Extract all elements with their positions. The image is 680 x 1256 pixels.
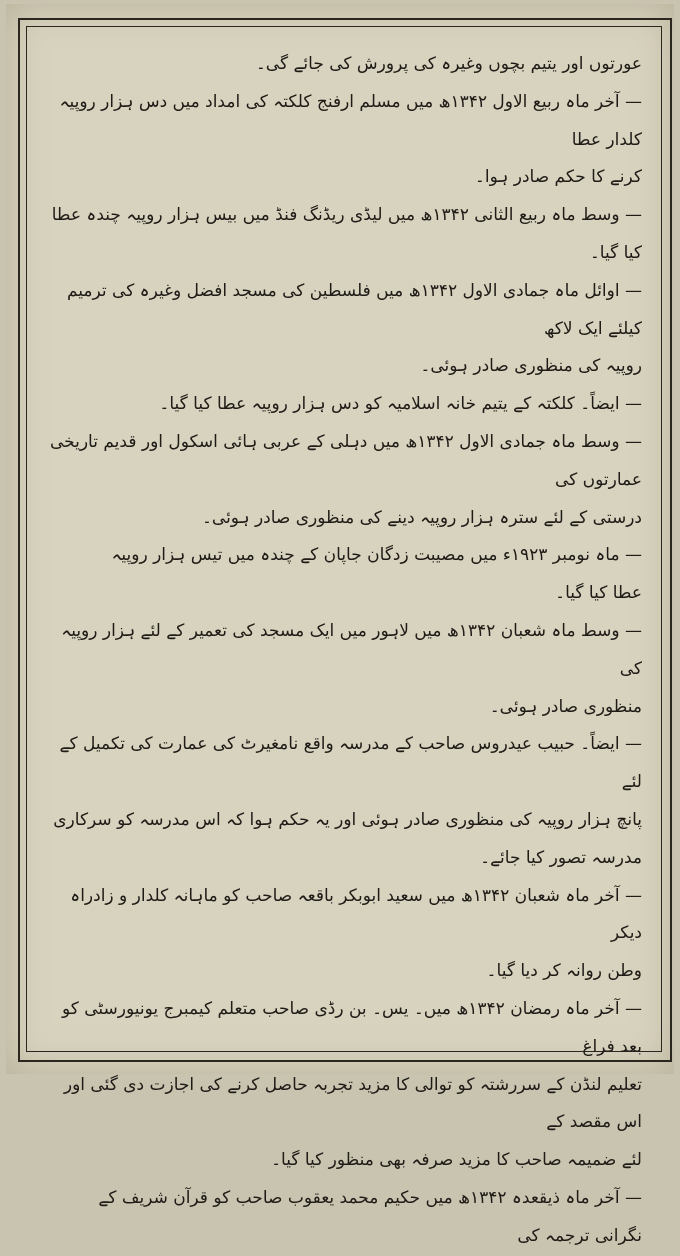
text-line: — وسط ماہ ربیع الثانی ۱۳۴۲ھ میں لیڈی ریڈنگ فنڈ میں بیس ہزار روپیہ چندہ عطا کیا گیا۔ (51, 205, 642, 263)
text-line: — اوائل ماہ جمادی الاول ۱۳۴۲ھ میں فلسطین کی مسجد افضل وغیرہ کی ترمیم کیلئے ایک لاکھ (66, 280, 642, 339)
text-line: روپیہ کی منظوری صادر ہوئی۔ (420, 356, 642, 377)
text-line: پانچ ہزار روپیہ کی منظوری صادر ہوئی اور یہ حکم ہوا کہ اس مدرسہ کو سرکاری مدرسہ تصور کیا جائے۔ (53, 809, 642, 868)
text-line: لئے ضمیمہ صاحب کا مزید صرفہ بھی منظور کیا گیا۔ (271, 1150, 642, 1171)
text-line: — وسط ماہ جمادی الاول ۱۳۴۲ھ میں دہلی کے عربی ہائی اسکول اور قدیم تاریخی عمارتوں کی (49, 431, 642, 490)
document-body (46, 46, 642, 1246)
text-line: — آخر ماہ شعبان ۱۳۴۲ھ میں سعید ابوبکر باقعہ صاحب کو ماہانہ کلدار و زادراہ دیکر (70, 885, 642, 944)
text-line: — آخر ماہ رمضان ۱۳۴۲ھ میں۔ یس۔ بن رڈی صاحب متعلم کیمبرج یونیورسٹی کو بعد فراغ (61, 998, 642, 1057)
text-line: — وسط ماہ شعبان ۱۳۴۲ھ میں لاہور میں ایک مسجد کی تعمیر کے لئے ہزار روپیہ کی (61, 620, 642, 679)
text-line: وطن روانہ کر دیا گیا۔ (486, 961, 642, 982)
page-sheet (6, 4, 674, 1246)
text-line: منظوری صادر ہوئی۔ (489, 696, 642, 717)
text-line: — ماہ نومبر ۱۹۲۳ء میں مصیبت زدگان جاپان کے چندہ میں تیس ہزار روپیہ (111, 545, 642, 566)
text-line: — آخر ماہ ذیقعدہ ۱۳۴۲ھ میں حکیم محمد یعقوب صاحب کو قرآن شریف کے نگرانی ترجمہ کی (98, 1187, 642, 1246)
text-line: تعلیم لنڈن کے سررشتہ کو توالی کا مزید تجربہ حاصل کرنے کی اجازت دی گئی اور اس مقصد کے (63, 1074, 642, 1133)
text-line: — ایضاً۔ کلکتہ کے یتیم خانہ اسلامیہ کو دس ہزار روپیہ عطا کیا گیا۔ (159, 394, 642, 415)
text-line: درستی کے لئے سترہ ہزار روپیہ دینے کی منظوری صادر ہوئی۔ (201, 507, 642, 528)
text-line: — آخر ماہ ربیع الاول ۱۳۴۲ھ میں مسلم ارفنج کلکتہ کی امداد میں دس ہزار روپیہ کلدار عطا (59, 91, 642, 150)
text-line: عطا کیا گیا۔ (555, 583, 642, 604)
text-line: — ایضاً۔ حبیب عیدروس صاحب کے مدرسہ واقع نامغیرٹ کی عمارت کی تکمیل کے لئے (59, 734, 642, 793)
text-line: عورتوں اور یتیم بچوں وغیرہ کی پرورش کی جائے گی۔ (255, 54, 642, 74)
text-line: کرنے کا حکم صادر ہوا۔ (474, 167, 642, 188)
